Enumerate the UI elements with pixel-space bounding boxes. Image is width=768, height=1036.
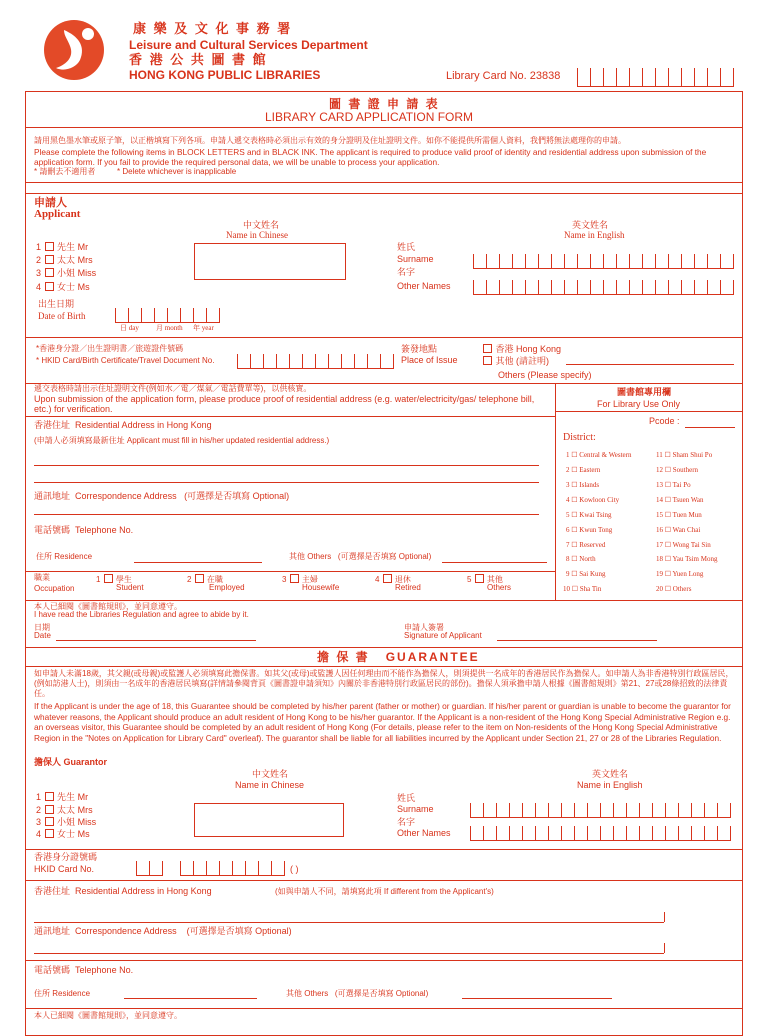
g-name-chinese-en: Name in Chinese: [235, 780, 305, 790]
instructions-en: Please complete the following items in BLOCK LETTERS and in BLACK INK. The applicant is required to produce valid proof of identity and residential address upon submission of the application form. If you fail to provide the required personal data, we will be unable to process your application.: [34, 147, 707, 167]
library-name-en: HONG KONG PUBLIC LIBRARIES: [129, 68, 321, 82]
occupation-option-5[interactable]: 5 其他 Others: [467, 575, 512, 592]
district-6[interactable]: 6 ☐ Kwun Tong: [566, 526, 613, 534]
tel-others-field[interactable]: [442, 562, 547, 563]
res-address-label: 香港住址 Residential Address in Hong Kong: [34, 420, 212, 430]
declaration-en: I have read the Libraries Regulation and agree to abide by it.: [34, 610, 249, 619]
g-tel-residence-field[interactable]: [124, 998, 257, 999]
guarantee-heading: 擔 保 書 GUARANTEE: [317, 650, 480, 664]
dob-day-label: 日 day: [120, 324, 139, 332]
corr-address-label: 通訊地址 Correspondence Address (可選擇是否填寫 Optional): [34, 491, 290, 501]
district-9[interactable]: 9 ☐ Sai Kung: [566, 570, 606, 578]
g-address-line[interactable]: [34, 922, 664, 923]
district-2[interactable]: 2 ☐ Eastern: [566, 466, 601, 474]
tel-residence-field[interactable]: [134, 562, 262, 563]
guarantee-text-zh: 如申請人未滿18歲，其父親(或母親)或監護人必須填寫此擔保書。如其父(或母)或監護人因任何理由而不能作為擔保人，則須提供一名成年的香港居民作為擔保人。如申請人為非香港特別行政區居民，(例如訪港人士)，則須由一名成年的香港居民填寫(詳情請參閱背頁《圖書證申請須知》內關於非香港特別行政區居民的部份)。擔保人須承擔申請人根據《圖書館規則》第21、27或28條招致的法律責任。: [34, 669, 734, 698]
g-name-chinese-input[interactable]: [194, 803, 344, 837]
g-address-label: 香港住址 Residential Address in Hong Kong: [34, 886, 212, 896]
district-13[interactable]: 13 ☐ Tai Po: [656, 481, 691, 489]
signature-label-en: Signature of Applicant: [404, 631, 482, 640]
signature-label-zh: 申請人簽署: [404, 623, 444, 632]
occupation-option-3[interactable]: 3 主婦 Housewife: [282, 575, 340, 592]
g-tel-residence-label: 住所 Residence: [34, 989, 91, 998]
telephone-label: 電話號碼 Telephone No.: [34, 525, 134, 535]
tel-residence-label: 住所 Residence: [36, 552, 93, 561]
title-option-3[interactable]: 3 小姐 Miss: [36, 268, 97, 278]
instructions-zh: 請用黑色墨水筆或原子筆，以正楷填寫下列各項。申請人遞交表格時必須出示有效的身分證明及住址證明文件。如你不能提供所需個人資料，我們將無法處理你的申請。: [34, 136, 626, 145]
dob-label-en: Date of Birth: [38, 311, 86, 321]
district-8[interactable]: 8 ☐ North: [566, 555, 596, 563]
form-title-en: LIBRARY CARD APPLICATION FORM: [265, 110, 474, 124]
g-tel-others-label: 其他 Others (可選擇是否填寫 Optional): [286, 989, 429, 998]
delete-note-en: * Delete whichever is inapplicable: [117, 167, 237, 176]
district-16[interactable]: 16 ☐ Wan Chai: [656, 526, 701, 534]
g-corr-address-label: 通訊地址 Correspondence Address (可選擇是否填寫 Optional): [34, 926, 292, 936]
title-option-4[interactable]: 4 女士 Ms: [36, 282, 90, 292]
district-3[interactable]: 3 ☐ Islands: [566, 481, 600, 489]
dob-year-label: 年 year: [193, 324, 214, 332]
library-use-en: For Library Use Only: [597, 399, 681, 409]
id-number-boxes[interactable]: [237, 354, 394, 369]
place-of-issue-en: Place of Issue: [401, 355, 458, 365]
applicant-heading-en: Applicant: [34, 208, 81, 220]
district-12[interactable]: 12 ☐ Southern: [656, 466, 699, 474]
g-title-option-4[interactable]: 4 女士 Ms: [36, 829, 90, 839]
issue-others-en: Others (Please specify): [498, 370, 592, 380]
declaration-zh: 本人已細閱《圖書館規則》，並同意遵守。: [34, 602, 182, 611]
district-10[interactable]: 10 ☐ Sha Tin: [563, 585, 602, 593]
delete-note-zh: * 請刪去不適用者: [34, 167, 96, 176]
residential-proof-note-zh: 遞交表格時請出示住址證明文件(例如水／電／煤氣／電話費單等)，以供核實。: [34, 384, 312, 393]
name-chinese-label-zh: 中文姓名: [243, 220, 280, 230]
pcode-field[interactable]: [685, 427, 735, 428]
district-19[interactable]: 19 ☐ Yuen Long: [656, 570, 704, 578]
g-tel-others-field[interactable]: [462, 998, 612, 999]
date-label-en: Date: [34, 631, 51, 640]
g-hkid-check-digit[interactable]: ( ): [290, 864, 299, 874]
surname-boxes[interactable]: [473, 254, 734, 269]
district-15[interactable]: 15 ☐ Tuen Mun: [656, 511, 702, 519]
issue-hk-option[interactable]: 香港 Hong Kong: [482, 344, 561, 354]
othernames-label-zh: 名字: [397, 267, 416, 277]
name-chinese-input[interactable]: [194, 243, 346, 280]
id-label-zh: *香港身分證／出生證明書／旅遊證件號碼: [36, 344, 184, 353]
occupation-label-en: Occupation: [34, 584, 75, 593]
g-othernames-en: Other Names: [397, 828, 451, 838]
district-17[interactable]: 17 ☐ Wong Tai Sin: [656, 541, 711, 549]
g-name-english-en: Name in English: [577, 780, 643, 790]
tel-others-label: 其他 Others (可選擇是否填寫 Optional): [289, 552, 432, 561]
g-address-note: (如與申請人不同，請填寫此項 If different from the Applicant's): [275, 887, 494, 896]
g-title-option-1[interactable]: 1 先生 Mr: [36, 792, 89, 802]
res-address-line-2[interactable]: [34, 482, 539, 483]
title-option-1[interactable]: 1 先生 Mr: [36, 242, 89, 252]
issue-others-option[interactable]: 其他 (請註明): [482, 356, 549, 366]
applicant-heading-zh: 申請人: [34, 197, 67, 209]
library-name-zh: 香 港 公 共 圖 書 館: [129, 52, 268, 67]
form-title-zh: 圖 書 證 申 請 表: [329, 97, 440, 111]
g-title-option-3[interactable]: 3 小姐 Miss: [36, 817, 97, 827]
g-surname-zh: 姓氏: [397, 793, 416, 803]
signature-field[interactable]: [497, 640, 657, 641]
dept-name-en: Leisure and Cultural Services Department: [129, 38, 368, 52]
g-surname-boxes[interactable]: [470, 803, 731, 818]
g-hkid-boxes-2[interactable]: [180, 861, 285, 876]
othernames-label-en: Other Names: [397, 281, 451, 291]
library-use-zh: 圖書館專用欄: [617, 387, 672, 397]
lcsd-logo: [34, 16, 114, 82]
guarantee-text-en: If the Applicant is under the age of 18, this Guarantee should be completed by his/her parent (father or mother) or guardian. If his/her parent or guardian is unable to become the guarantor for whatever reasons, the Applicant should produce an adult resident of Hong Kong to be his/her guarantor. If the Applicant is a non-resident of the Hong Kong Special Administrative Region e.g. an overseas visitor, this Guarantee should be completed by an adult resident of Hong Kong (For details, please refer to the item on Non-residents of the Hong Kong Special Administrative Region in the "Notes on Application for Library Card" overleaf). The guarantor shall be liable for all liabilities incurred by the Applicant under Section 21, 27 or 28 of the Libraries Regulation.: [34, 701, 731, 743]
g-surname-en: Surname: [397, 804, 434, 814]
occupation-option-1[interactable]: 1 學生 Student: [96, 575, 144, 592]
g-telephone-label: 電話號碼 Telephone No.: [34, 965, 134, 975]
g-othernames-boxes[interactable]: [470, 826, 731, 841]
library-card-no-boxes[interactable]: [577, 68, 734, 87]
dept-name-zh: 康 樂 及 文 化 事 務 署: [133, 21, 293, 36]
guarantor-heading: 擔保人 Guarantor: [34, 757, 108, 767]
id-label-en: * HKID Card/Birth Certificate/Travel Document No.: [36, 356, 215, 365]
name-english-label-en: Name in English: [564, 230, 625, 240]
district-20[interactable]: 20 ☐ Others: [656, 585, 692, 593]
name-english-label-zh: 英文姓名: [572, 220, 609, 230]
title-option-2[interactable]: 2 太太 Mrs: [36, 255, 93, 265]
corr-address-line[interactable]: [34, 514, 539, 515]
g-hkid-label-en: HKID Card No.: [34, 864, 95, 874]
dob-label-zh: 出生日期: [38, 299, 75, 309]
district-11[interactable]: 11 ☐ Sham Shui Po: [656, 451, 713, 459]
g-declaration-zh: 本人已細閱《圖書館規則》，並同意遵守。: [34, 1011, 182, 1020]
g-othernames-zh: 名字: [397, 817, 416, 827]
g-hkid-label-zh: 香港身分證號碼: [34, 852, 98, 862]
res-address-must-note: (申請人必須填寫最新住址 Applicant must fill in his/her updated residential address.): [34, 436, 330, 445]
district-label: District:: [563, 432, 596, 443]
district-1[interactable]: 1 ☐ Central & Western: [566, 451, 632, 459]
occupation-option-2[interactable]: 2 在職 Employed: [187, 575, 245, 592]
surname-label-en: Surname: [397, 254, 434, 264]
g-hkid-boxes-1[interactable]: [136, 861, 163, 876]
othernames-boxes[interactable]: [473, 280, 734, 295]
district-7[interactable]: 7 ☐ Reserved: [566, 541, 606, 549]
date-field[interactable]: [56, 640, 256, 641]
dob-boxes[interactable]: [115, 308, 220, 323]
district-4[interactable]: 4 ☐ Kowloon City: [566, 496, 620, 504]
dob-month-label: 月 month: [156, 324, 183, 332]
g-name-english-zh: 英文姓名: [592, 769, 629, 779]
pcode-label: Pcode :: [649, 416, 680, 426]
district-18[interactable]: 18 ☐ Yau Tsim Mong: [656, 555, 718, 563]
library-card-no-label: Library Card No. 23838: [446, 70, 561, 82]
g-corr-address-line[interactable]: [34, 953, 664, 954]
occupation-option-4[interactable]: 4 退休 Retired: [375, 575, 421, 592]
place-of-issue-zh: 簽發地點: [401, 344, 438, 354]
g-name-chinese-zh: 中文姓名: [252, 769, 289, 779]
date-label-zh: 日期: [34, 623, 50, 632]
res-address-line-1[interactable]: [34, 465, 539, 466]
surname-label-zh: 姓氏: [397, 242, 416, 252]
g-title-option-2[interactable]: 2 太太 Mrs: [36, 805, 93, 815]
district-5[interactable]: 5 ☐ Kwai Tsing: [566, 511, 612, 519]
district-14[interactable]: 14 ☐ Tsuen Wan: [656, 496, 704, 504]
issue-others-line[interactable]: [566, 364, 734, 365]
name-chinese-label-en: Name in Chinese: [226, 230, 288, 240]
occupation-label-zh: 職業: [34, 573, 50, 582]
residential-proof-note-en: Upon submission of the application form, please produce proof of residential address (e.g. water/electricity/gas/ telephone bill, etc.) for verification.: [34, 394, 535, 414]
